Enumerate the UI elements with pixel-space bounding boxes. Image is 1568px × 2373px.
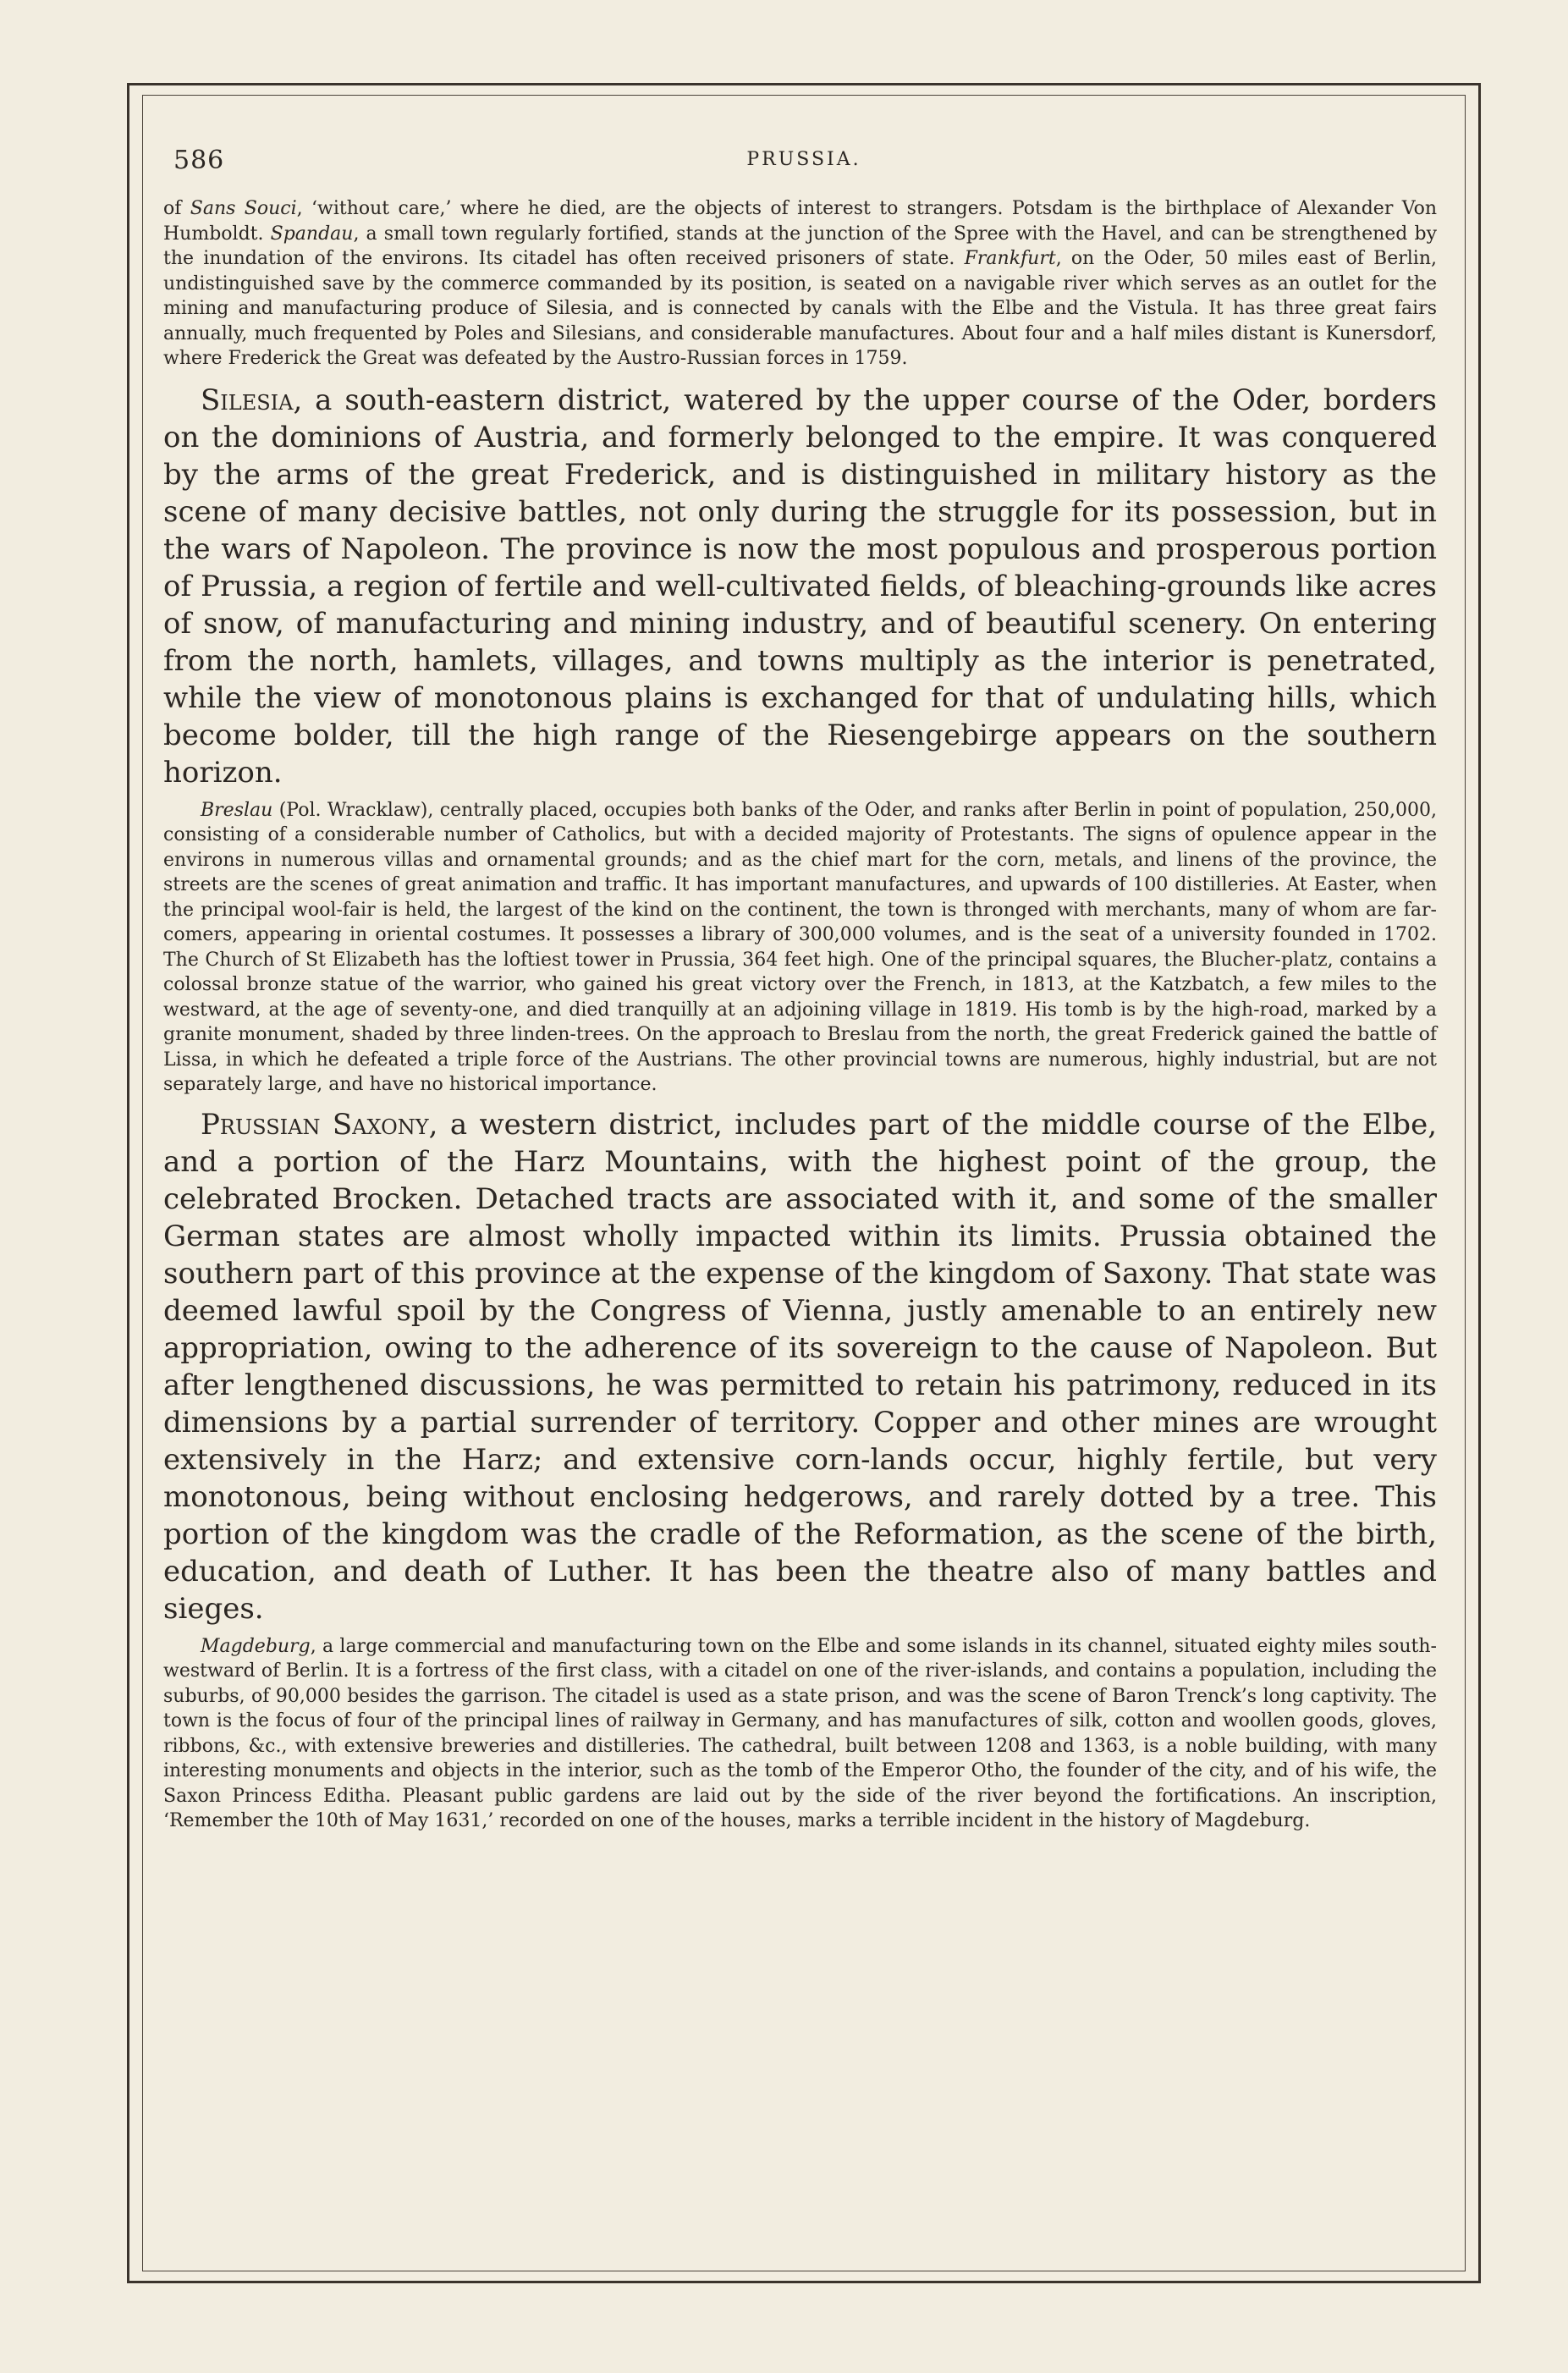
paragraph-prussian-saxony: Prussian Saxony, a western district, includes part of the middle course of the Elbe, and a portion of the Harz Mountains, with the highest point of the group, the celebrated Brocken. Detached tracts are associated with it, and some of the smaller German states are almost wholly impacted within its limits. Prussia obtained the southern part of this province at the expense of the kingdom of Saxony. That state was deemed lawful spoil by the Congress of Vienna, justly amenable to an entirely new appropriation, owing to the adherence of its sovereign to the cause of Napoleon. But after lengthened discussions, he was permitted to retain his patrimony, reduced in its dimensions by a partial surrender of territory. Copper and other mines are wrought extensively in the Harz; and extensive corn-lands occur, highly fertile, but very monotonous, being without enclosing hedgerows, and rarely dotted by a tree. This portion of the kingdom was the cradle of the Reformation, as the scene of the birth, education, and death of Luther. It has been the theatre also of many battles and sieges. [163,1107,1438,1626]
place-name: Spandau [270,223,354,245]
place-name: Sans Souci [190,198,297,219]
paragraph-potsdam: of Sans Souci, ‘without care,’ where he died, are the objects of interest to strangers. Potsdam is the birthplace of Alexander Von Humboldt. Spandau, a small town regularly fortified, stands at the junction of the Spree with the Havel, and can be strengthened by the inundation of the environs. Its citadel has often received prisoners of state. Frankfurt, on the Oder, 50 miles east of Berlin, undistinguished save by the commerce commanded by its position, is seated on a navigable river which serves as an outlet for the mining and manufacturing produce of Silesia, and is connected by canals with the Elbe and the Vistula. It has three great fairs annually, much frequented by Poles and Silesians, and considerable manufactures. About four and a half miles distant is Kunersdorf, where Frederick the Great was defeated by the Austro-Russian forces in 1759. [163,198,1437,369]
place-name: Frankfurt [964,248,1056,269]
paragraph-breslau: Breslau (Pol. Wracklaw), centrally placed, occupies both banks of the Oder, and ranks after Berlin in point of population, 250,000, consisting of a considerable number of Catholics, but with a decided majority of Protestants. The signs of opulence appear in the environs in numerous villas and ornamental grounds; and as the chief mart for the corn, metals, and linens of the province, the streets are the scenes of great animation and traffic. It has important manufactures, and upwards of 100 distilleries. At Easter, when the principal wool-fair is held, the largest of the kind on the continent, the town is thronged with merchants, many of whom are far-comers, appearing in oriental costumes. It possesses a library of 300,000 volumes, and is the seat of a university founded in 1702. The Church of St Elizabeth has the loftiest tower in Prussia, 364 feet high. One of the principal squares, the Blucher-platz, contains a colossal bronze statue of the warrior, who gained his great victory over the French, in 1813, at the Katzbatch, a few miles to the westward, at the age of seventy-one, and died tranquilly at an adjoining village in 1819. His tomb is by the high-road, marked by a granite monument, shaded by three linden-trees. On the approach to Breslau from the north, the great Frederick gained the battle of Lissa, in which he defeated a triple force of the Austrians. The other provincial towns are numerous, highly industrial, but are not separately large, and have no historical importance. [163,799,1437,1095]
paragraph-magdeburg: Magdeburg, a large commercial and manufacturing town on the Elbe and some islands in its channel, situated eighty miles south-westward of Berlin. It is a fortress of the first class, with a citadel on one of the river-islands, and contains a population, including the suburbs, of 90,000 besides the garrison. The citadel is used as a state prison, and was the scene of Baron Trenck’s long captivity. The town is the focus of four of the principal lines of railway in Germany, and has manufactures of silk, cotton and woollen goods, gloves, ribbons, &c., with extensive breweries and distilleries. The cathedral, built between 1208 and 1363, is a noble building, with many interesting monuments and objects in the interior, such as the tomb of the Emperor Otho, the founder of the city, and of his wife, the Saxon Princess Editha. Pleasant public gardens are laid out by the side of the river beyond the fortifications. An inscription, ‘Remember the 10th of May 1631,’ recorded on one of the houses, marks a terrible incident in the history of Magdeburg. [163,1635,1437,1831]
section-heading: Prussian Saxony [201,1107,429,1142]
paragraph-silesia: Silesia, a south-eastern district, watered by the upper course of the Oder, borders on the dominions of Austria, and formerly belonged to the empire. It was conquered by the arms of the great Frederick, and is distinguished in military history as the scene of many decisive battles, not only during the struggle for its possession, but in the wars of Napoleon. The province is now the most populous and prosperous portion of Prussia, a region of fertile and well-cultivated fields, of bleaching-grounds like acres of snow, of manufacturing and mining industry, and of beautiful scenery. On entering from the north, hamlets, villages, and towns multiply as the interior is penetrated, while the view of monotonous plains is exchanged for that of undulating hills, which become bolder, till the high range of the Riesengebirge appears on the southern horizon. [163,383,1437,790]
section-heading: Silesia [201,383,294,417]
page-header [157,146,1451,179]
running-title: PRUSSIA. [746,149,861,170]
place-name: Breslau [201,799,273,821]
page-number: 586 [173,146,225,175]
place-name: Magdeburg [201,1635,311,1657]
page-body [163,196,1437,1834]
